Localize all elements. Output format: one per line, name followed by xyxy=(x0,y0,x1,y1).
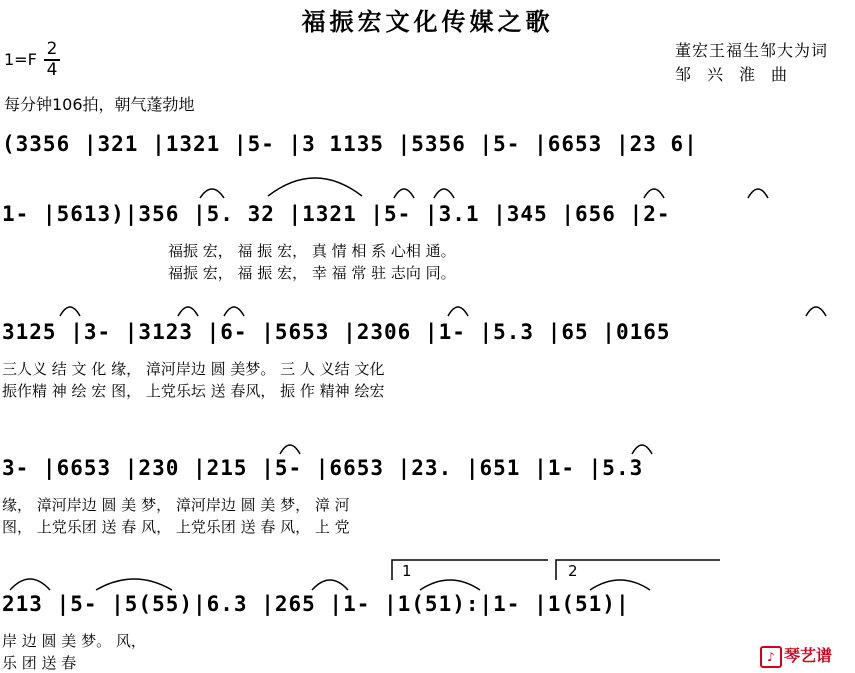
time-signature-top: 2 xyxy=(46,39,58,59)
score-line-3-lyrics-verse-1: 三人义 结 文 化 缘， 漳河岸边 圆 美梦。 三 人 义结 文化 xyxy=(2,360,385,378)
slur-mark xyxy=(632,445,652,454)
slur-mark xyxy=(448,307,468,316)
score-line-5-lyrics-verse-1: 岸 边 圆 美 梦。 风， xyxy=(2,632,146,650)
slur-mark xyxy=(312,580,348,590)
score-line-4-lyrics-verse-2: 图， 上党乐团 送 春 风， 上党乐团 送 春 风， 上 党 xyxy=(2,518,350,536)
slur-mark xyxy=(224,307,244,316)
score-line-4-lyrics-verse-1: 缘， 漳河岸边 圆 美 梦， 漳河岸边 圆 美 梦， 漳 河 xyxy=(2,496,350,514)
song-title: 福振宏文化传媒之歌 xyxy=(301,7,554,36)
score-line-2-lyrics-verse-2: 福振 宏， 福 振 宏， 幸 福 常 驻 志向 同。 xyxy=(168,264,456,282)
tempo-marking: 每分钟106拍，朝气蓬勃地 xyxy=(4,95,195,114)
volta-1-label: 1 xyxy=(402,562,412,580)
slur-mark xyxy=(268,178,362,196)
lyricists-credit: 董宏王福生邹大为词 xyxy=(675,41,829,60)
score-line-1-notes: (3356 |321 |1321 |5- |3 1135 |5356 |5- |6653 |23 6| xyxy=(2,132,698,156)
key-signature: 1=F xyxy=(4,50,37,69)
slur-mark xyxy=(420,580,480,590)
watermark-text: 琴艺谱 xyxy=(784,646,833,665)
slur-mark xyxy=(178,307,198,316)
slur-mark xyxy=(748,189,768,198)
volta-2-bracket xyxy=(556,560,720,580)
slur-mark xyxy=(96,579,172,590)
score-line-3-notes: 3125 |3- |3123 |6- |5653 |2306 |1- |5.3 |65 |0165 xyxy=(2,320,671,344)
score-line-2-notes: 1- |5613)|356 |5. 32 |1321 |5- |3.1 |345 |656 |2- xyxy=(2,202,671,226)
time-signature-bottom: 4 xyxy=(46,60,58,80)
score-line-2-lyrics-verse-1: 福振 宏， 福 振 宏， 真 情 相 系 心相 通。 xyxy=(168,242,456,260)
volta-1-bracket xyxy=(392,560,548,580)
watermark-logo xyxy=(760,643,832,668)
logo-icon: ♪ xyxy=(760,646,782,668)
score-line-3-lyrics-verse-2: 振作精 神 绘 宏 图， 上党乐坛 送 春风， 振 作 精神 绘宏 xyxy=(2,382,385,400)
slur-mark xyxy=(394,189,414,198)
slur-mark xyxy=(590,580,650,590)
slur-mark xyxy=(200,189,224,198)
composer-credit: 邹兴淮曲 xyxy=(675,65,804,84)
volta-2-label: 2 xyxy=(568,562,578,580)
score-line-4-notes: 3- |6653 |230 |215 |5- |6653 |23. |651 |1- |5.3 xyxy=(2,456,644,480)
slur-mark xyxy=(434,189,454,198)
slur-mark xyxy=(280,445,300,454)
score-line-5-notes: 213 |5- |5(55)|6.3 |265 |1- |1(51):|1- |1(51)| xyxy=(2,592,630,616)
slur-mark xyxy=(644,189,664,198)
slur-mark xyxy=(10,579,50,590)
score-line-5-lyrics-verse-2: 乐 团 送 春 xyxy=(2,654,77,672)
slur-mark xyxy=(60,307,80,316)
slur-mark xyxy=(806,307,826,316)
